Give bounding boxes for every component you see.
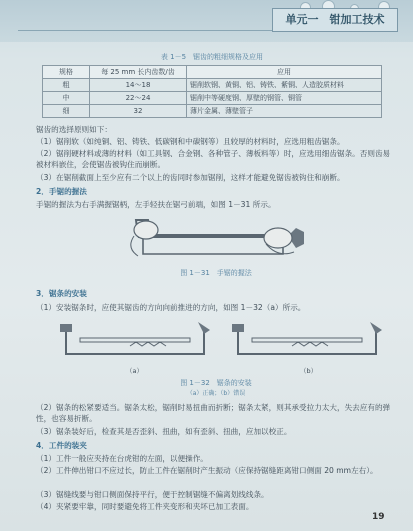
table-header-row bbox=[43, 66, 382, 79]
tooth-selection-rule-2: （2）锯削硬材料或薄的材料（如工具钢、合金钢、各种管子、薄板料等）时，应选用细齿锯条。否则齿易被材料嵌住，会使锯齿被钩住而崩断。 bbox=[36, 149, 391, 169]
table-cell-teeth: 14～18 bbox=[90, 79, 187, 92]
install-rule-1: （1）安装锯条时，应使其锯齿的方向向前推进的方向，如图 1－32（a）所示。 bbox=[36, 303, 306, 312]
unit-title: 单元一 钳加工技术 bbox=[272, 8, 398, 32]
install-rule-2: （2）锯条的松紧要适当。锯条太松，锯削时易扭曲而折断；锯条太紧，则其承受拉力太大，失去应有的弹性，也容易折断。 bbox=[36, 403, 391, 423]
hacksaw-grip-figure bbox=[118, 214, 308, 266]
clamping-rule-4: （4）夹紧要牢靠，同时要避免将工件夹变形和夹坏已加工表面。 bbox=[36, 502, 254, 511]
figure-1-32-caption: 图 1－32 锯条的安装 bbox=[180, 379, 252, 387]
table-caption: 表 1－5 锯齿的粗细规格及应用 bbox=[160, 53, 264, 61]
page-number: 19 bbox=[372, 512, 385, 522]
clamping-rule-1: （1）工件一般应夹持在台虎钳的左面，以便操作。 bbox=[36, 454, 208, 463]
section-heading-grip: 2．手锯的握法 bbox=[36, 187, 87, 196]
table-row bbox=[43, 105, 382, 118]
header-rule bbox=[18, 30, 272, 31]
section-heading-install: 3．锯条的安装 bbox=[36, 289, 87, 298]
table-header-teeth: 每 25 mm 长内齿数/齿 bbox=[90, 66, 187, 79]
table-header-application: 应用 bbox=[187, 66, 382, 79]
tooth-selection-rule-1: （1）锯削软（如纯铜、铝、铸铁、低碳钢和中碳钢等）且较厚的材料时，应选用粗齿锯条。 bbox=[36, 137, 345, 146]
table-cell-application: 锯削软钢、黄铜、铝、铸铁、紫铜、人造胶质材料 bbox=[187, 79, 382, 92]
blade-install-correct-figure bbox=[60, 318, 210, 366]
table-cell-spec: 中 bbox=[43, 92, 90, 105]
figure-label-a: （a） bbox=[126, 367, 143, 375]
figure-label-b: （b） bbox=[300, 367, 318, 375]
clamping-rule-3: （3）锯缝线要与钳口侧面保持平行，便于控制锯缝不偏离划线线条。 bbox=[36, 490, 269, 499]
figure-1-31-caption: 图 1－31 手锯的握法 bbox=[180, 269, 252, 277]
table-row bbox=[43, 92, 382, 105]
table-cell-teeth: 22～24 bbox=[90, 92, 187, 105]
figure-1-32-subcaption: （a）正确；（b）错误 bbox=[186, 390, 246, 397]
install-rule-3: （3）锯条装好后，检查其是否歪斜、扭曲，如有歪斜、扭曲，应加以校正。 bbox=[36, 427, 292, 436]
saw-tooth-spec-table bbox=[42, 65, 382, 118]
table-cell-application: 锯削中等硬度钢、厚壁的钢管、铜管 bbox=[187, 92, 382, 105]
table-header-spec: 规格 bbox=[43, 66, 90, 79]
tooth-selection-intro: 锯齿的选择原则如下： bbox=[36, 125, 112, 134]
table-cell-spec: 粗 bbox=[43, 79, 90, 92]
clamping-rule-2: （2）工件伸出钳口不应过长，防止工件在锯削时产生振动（应保持锯缝距离钳口侧面 20 mm左右）。 bbox=[36, 466, 378, 475]
table-cell-application: 薄片金属、薄壁管子 bbox=[187, 105, 382, 118]
table-row bbox=[43, 79, 382, 92]
blade-install-incorrect-figure bbox=[232, 318, 382, 366]
grip-description: 手锯的握法为右手满握锯柄，左手轻扶在锯弓前端，如图 1－31 所示。 bbox=[36, 200, 276, 209]
tooth-selection-rule-3: （3）在锯削截面上至少应有二个以上的齿同时参加锯削，这样才能避免锯齿被钩住和崩断。 bbox=[36, 173, 345, 182]
table-cell-spec: 细 bbox=[43, 105, 90, 118]
table-cell-teeth: 32 bbox=[90, 105, 187, 118]
section-heading-clamping: 4．工件的装夹 bbox=[36, 441, 87, 450]
